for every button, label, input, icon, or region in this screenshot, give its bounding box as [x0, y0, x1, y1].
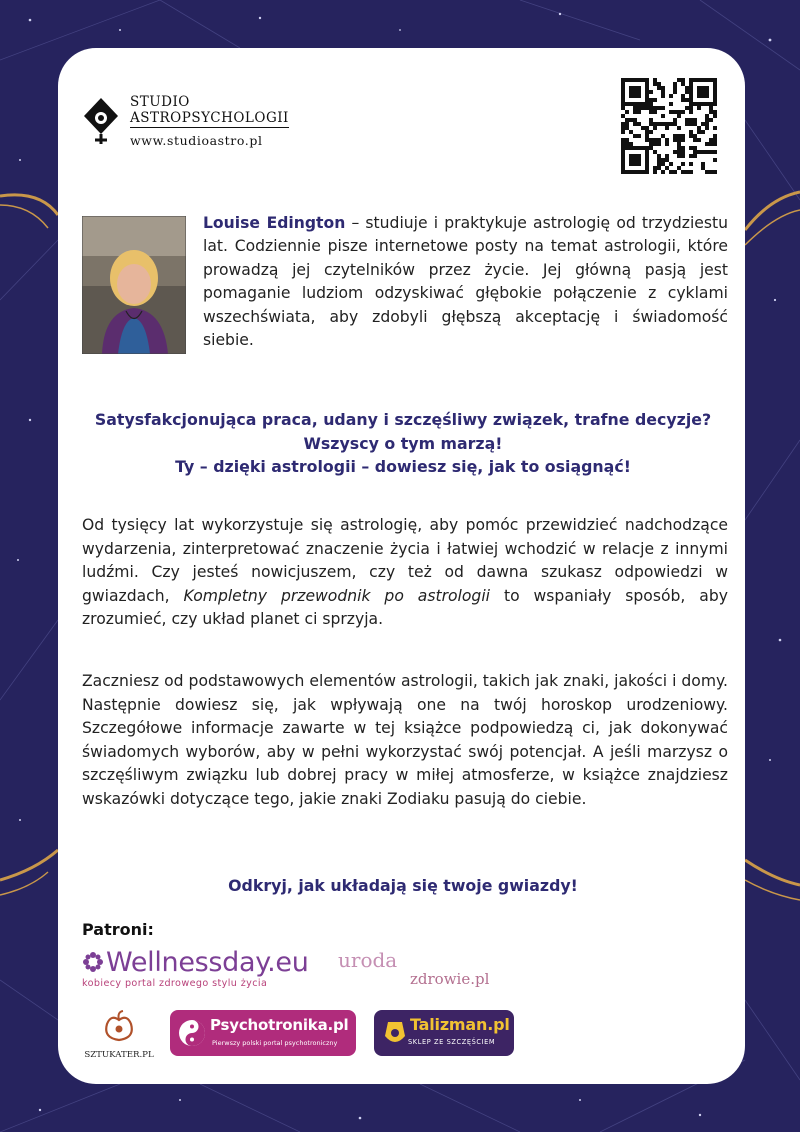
- description-paragraph-2: Zaczniesz od podstawowych elementów astrologii, takich jak znaki, jakości i domy. Następnie dowiesz się, jak wpływają one na twój horoskop urodzeniowy. Szczegółowe informacje zawarte w tej książce podpowiedzą ci, jak dokonywać świadomych wyborów, aby w pełni wykorzystać swój potencjał. A jeśli marzysz o szczęśliwym związku lub dobrej pracy w miłej atmosferze, w książce znajdziesz wskazówki dotyczące tego, jakie znaki Zodiaku pasują do ciebie.: [82, 672, 728, 808]
- book-title: Kompletny przewodnik po astrologii: [183, 586, 490, 605]
- wellnessday-tagline: kobiecy portal zdrowego stylu życia: [82, 978, 268, 989]
- publisher-name-line2: ASTROPSYCHOLOGII: [130, 110, 289, 126]
- patrons-label: Patroni:: [82, 920, 154, 939]
- talizman-logo[interactable]: [374, 1010, 514, 1056]
- talizman-name: Talizman.pl: [410, 1015, 510, 1034]
- publisher-url[interactable]: www.studioastro.pl: [130, 133, 263, 148]
- publisher-block: [130, 94, 289, 148]
- talisman-icon: [382, 1018, 408, 1048]
- zdrowie-text: zdrowie.pl: [410, 970, 490, 988]
- wellnessday-name: Wellnessday.eu: [106, 947, 309, 978]
- talizman-tagline: SKLEP ZE SZCZĘŚCIEM: [408, 1038, 496, 1046]
- uroda-zdrowie-logo[interactable]: [338, 948, 498, 998]
- qr-code-icon[interactable]: [621, 78, 717, 174]
- sztukater-logo[interactable]: [84, 1010, 154, 1060]
- author-bio: [203, 212, 728, 352]
- p1-after: to wspaniały sposób, aby zrozumieć, czy układ planet ci sprzyja.: [82, 586, 728, 629]
- psychotronika-logo[interactable]: [170, 1010, 356, 1056]
- publisher-logo-icon: [82, 96, 120, 146]
- yin-yang-icon: [178, 1019, 206, 1047]
- publisher-name-line1: STUDIO: [130, 94, 190, 110]
- call-to-action: Odkryj, jak układają się twoje gwiazdy!: [228, 876, 578, 895]
- headline-line2: Wszyscy o tym marzą!: [303, 433, 503, 453]
- author-name: Louise Edington: [203, 214, 346, 232]
- flower-icon: [82, 951, 104, 973]
- sztukater-name: SZTUKATER.PL: [84, 1050, 154, 1060]
- psychotronika-name: Psychotronika.pl: [210, 1016, 349, 1034]
- author-photo: [82, 216, 186, 354]
- headline: [78, 408, 728, 479]
- sztukater-ornament-icon: [97, 1010, 141, 1044]
- description-paragraph-1: [82, 514, 728, 632]
- uroda-text: uroda: [338, 948, 398, 972]
- back-cover-card: [58, 48, 745, 1084]
- headline-line1: Satysfakcjonująca praca, udany i szczęśliwy związek, trafne decyzje?: [94, 410, 712, 429]
- psychotronika-tagline: Pierwszy polski portal psychotroniczny: [212, 1039, 338, 1047]
- wellnessday-logo[interactable]: [82, 948, 309, 989]
- p1-before: Od tysięcy lat wykorzystuje się astrologię, aby pomóc przewidzieć nadchodzące wydarzenia, zinterpretować znaczenie życia i łatwiej wchodzić w relacje z innymi ludźmi. Czy jesteś nowicjuszem, czy też od dawna szukasz odpowiedzi w gwiazdach,: [82, 516, 728, 605]
- headline-line3: Ty – dzięki astrologii – dowiesz się, jak to osiągnąć!: [175, 457, 631, 476]
- author-bio-text: – studiuje i praktykuje astrologię od trzydziestu lat. Codziennie pisze internetowe posty na temat astrologii, które prowadzą jej czytelników przez życie. Jej główną pasją jest pomaganie ludziom odzyskiwać głębokie połączenie z cyklami wszechświata, aby zdobyli głębszą akceptację i świadomość siebie.: [203, 214, 728, 350]
